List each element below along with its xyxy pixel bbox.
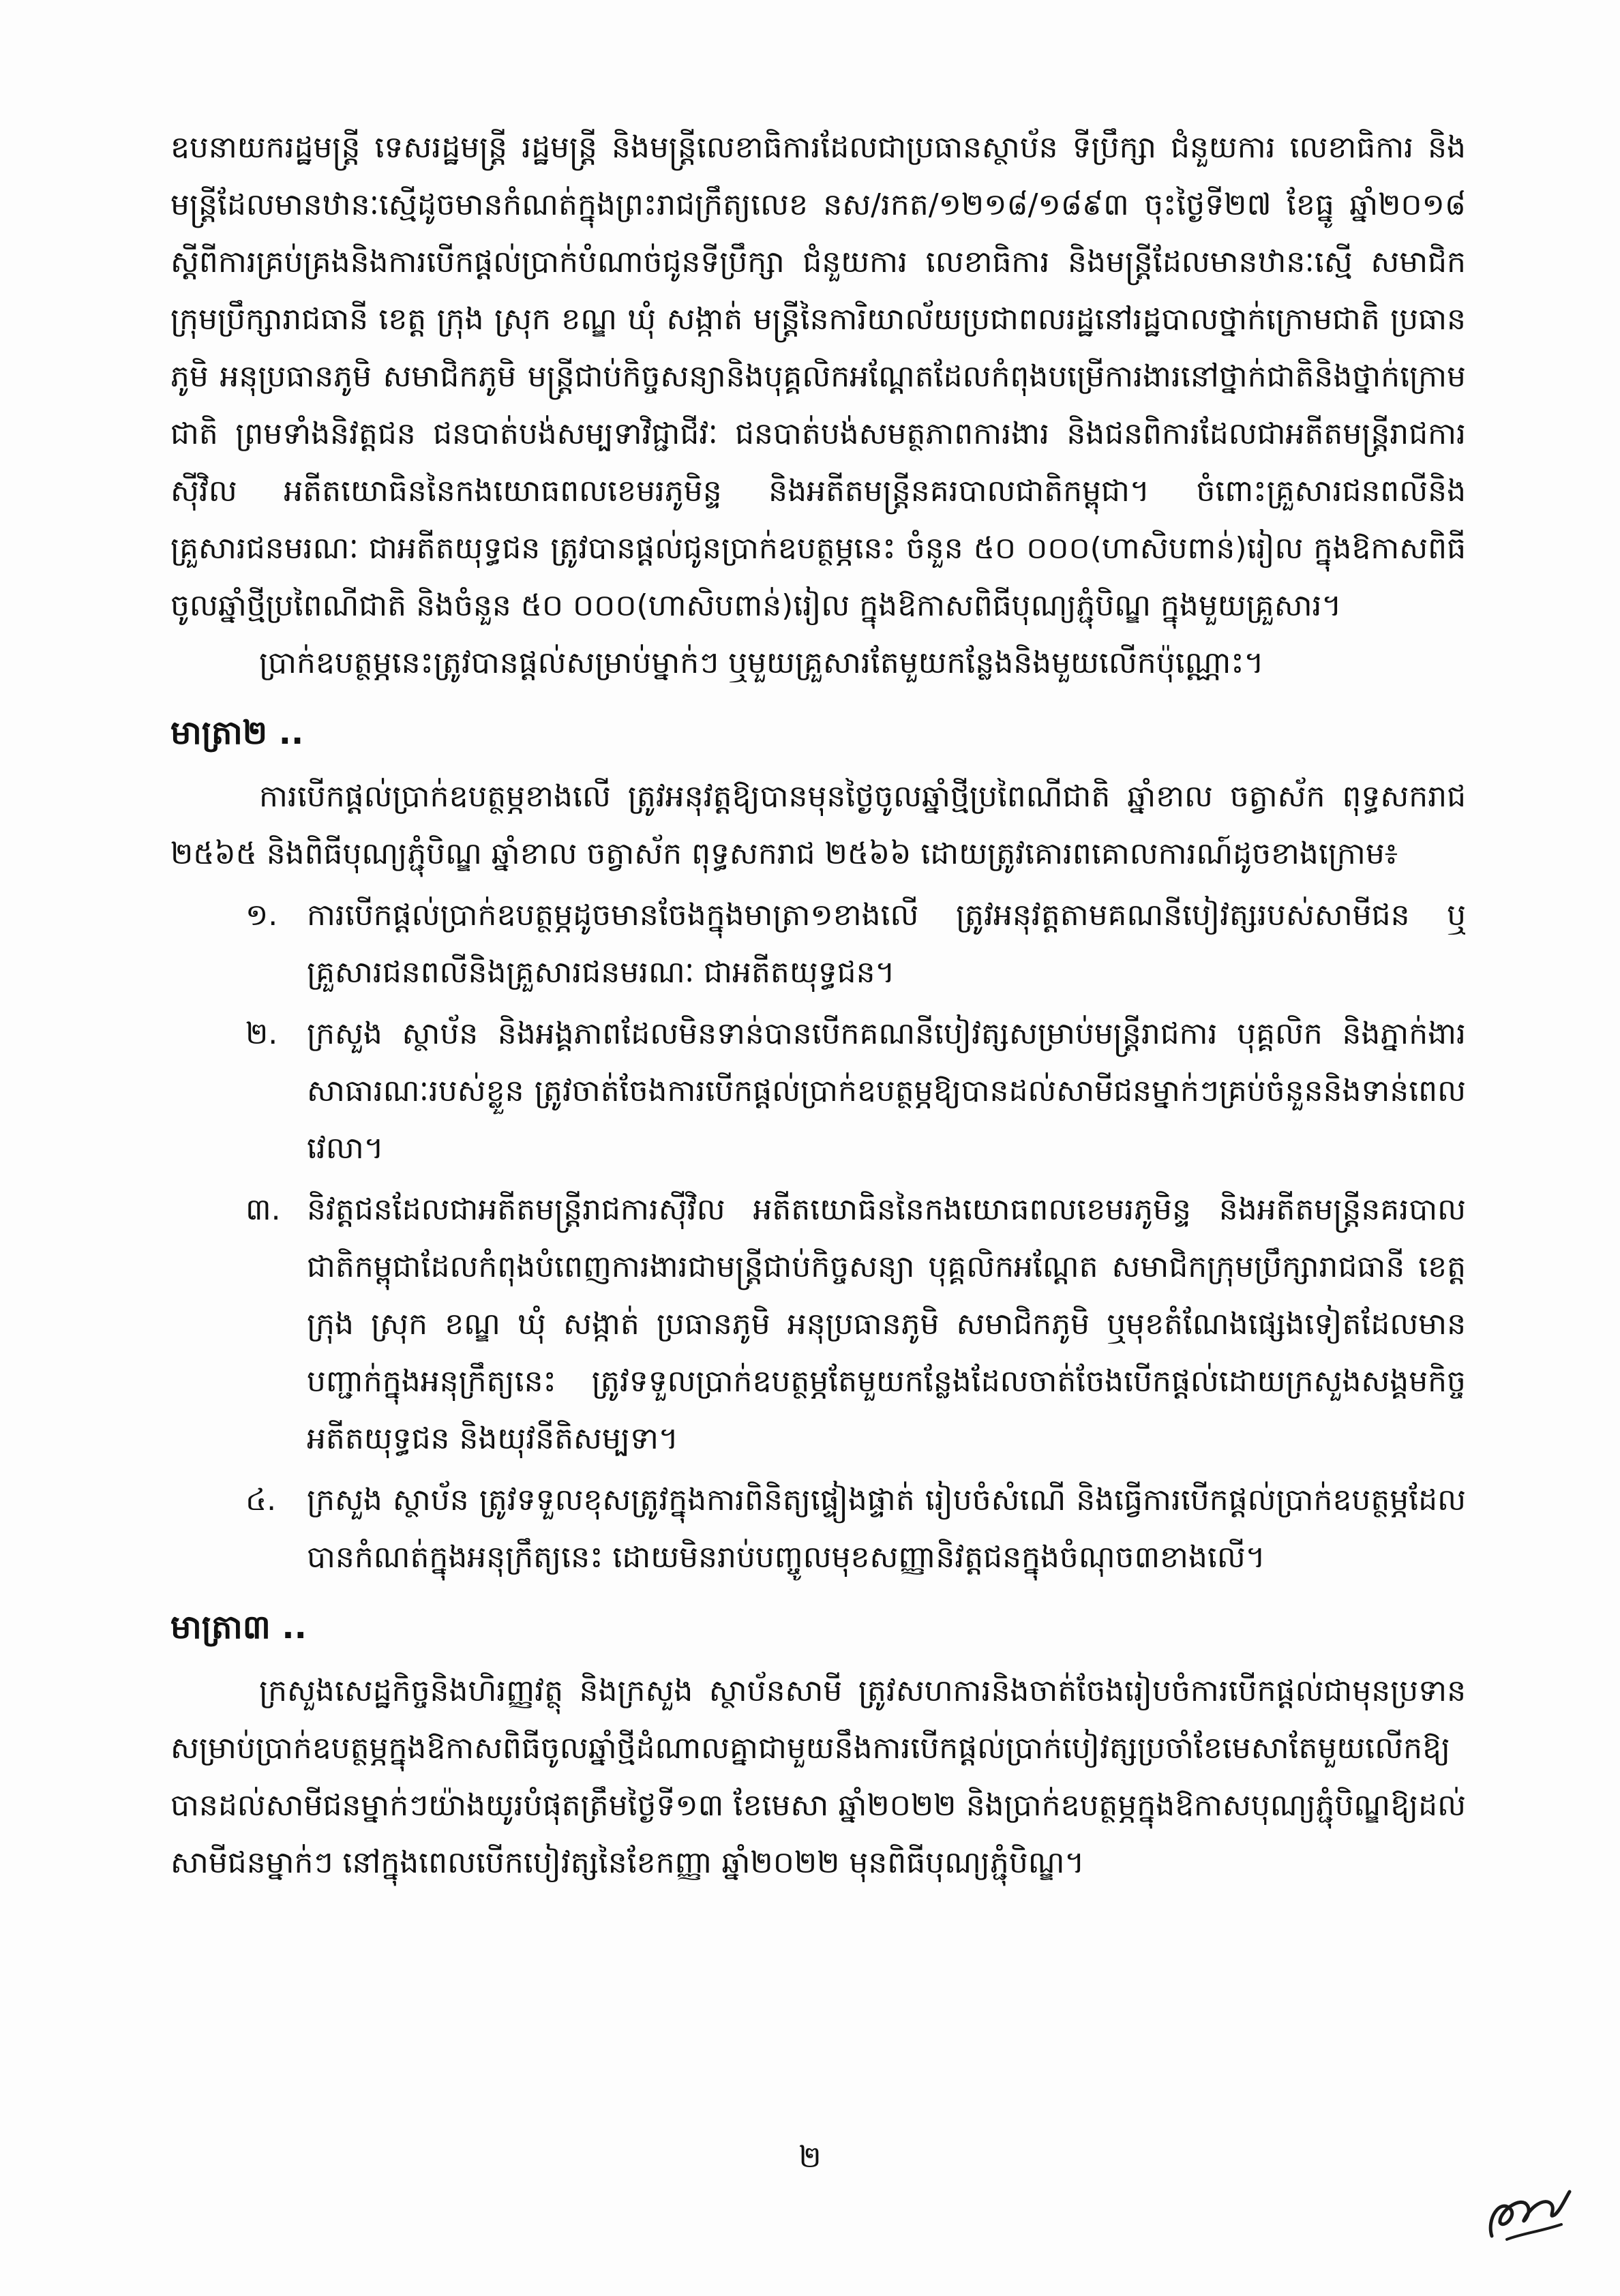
list-item-number: ៤. (245, 1483, 277, 1517)
intro-paragraph: ឧបនាយករដ្ឋមន្ត្រី ទេសរដ្ឋមន្ត្រី រដ្ឋមន្ត្រី និងមន្ត្រីលេខាធិការដែលជាប្រធានស្ថាប័ន ទីប្រឹក្សា ជំនួយការ លេខាធិការ និងមន្ត្រីដែលមានឋានៈស្មើដូចមានកំណត់ក្នុងព្រះរាជក្រឹត្យលេខ នស/រកត/១២១៨/១៨៩៣ ចុះថ្ងៃទី២៧ ខែធ្នូ ឆ្នាំ២០១៨ ស្តីពីការគ្រប់គ្រងនិងការបើកផ្តល់ប្រាក់បំណាច់ជូនទីប្រឹក្សា ជំនួយការ លេខាធិការ និងមន្ត្រីដែលមានឋានៈស្មើ សមាជិកក្រុមប្រឹក្សារាជធានី ខេត្ត ក្រុង ស្រុក ខណ្ឌ ឃុំ សង្កាត់ មន្ត្រីនៃការិយាល័យប្រជាពលរដ្ឋនៅរដ្ឋបាលថ្នាក់ក្រោមជាតិ ប្រធានភូមិ អនុប្រធានភូមិ សមាជិកភូមិ មន្ត្រីជាប់កិច្ចសន្យានិងបុគ្គលិកអណ្តែតដែលកំពុងបម្រើការងារនៅថ្នាក់ជាតិនិងថ្នាក់ក្រោមជាតិ ព្រមទាំងនិវត្តជន ជនបាត់បង់សម្បទាវិជ្ជាជីវៈ ជនបាត់បង់សមត្ថភាពការងារ និងជនពិការដែលជាអតីតមន្ត្រីរាជការស៊ីវិល អតីតយោធិននៃកងយោធពលខេមរភូមិន្ទ និងអតីតមន្ត្រីនគរបាលជាតិកម្ពុជា។ ចំពោះគ្រួសារជនពលីនិងគ្រួសារជនមរណៈ ជាអតីតយុទ្ធជន ត្រូវបានផ្តល់ជូនប្រាក់ឧបត្ថម្ភនេះ ចំនួន ៥០ ០០០(ហាសិបពាន់)រៀល ក្នុងឱកាសពិធីចូលឆ្នាំថ្មីប្រពៃណីជាតិ និងចំនួន ៥០ ០០០(ហាសិបពាន់)រៀល ក្នុងឱកាសពិធីបុណ្យភ្ជុំបិណ្ឌ ក្នុងមួយគ្រួសារ។ (170, 130, 1466, 623)
page-number: ២ (798, 2140, 822, 2175)
article-2-paragraph: ការបើកផ្តល់ប្រាក់ឧបត្ថម្ភខាងលើ ត្រូវអនុវត្តឱ្យបានមុនថ្ងៃចូលឆ្នាំថ្មីប្រពៃណីជាតិ ឆ្នាំខាល ចត្វាស័ក ពុទ្ធសករាជ ២៥៦៥ និងពិធីបុណ្យភ្ជុំបិណ្ឌ ឆ្នាំខាល ចត្វាស័ក ពុទ្ធសករាជ ២៥៦៦ ដោយត្រូវគោរពគោលការណ៍ដូចខាងក្រោម៖ (170, 779, 1466, 871)
list-item (170, 1472, 1466, 1586)
article-2-list (170, 887, 1466, 1586)
list-item-text: និវត្តជនដែលជាអតីតមន្ត្រីរាជការស៊ីវិល អតីតយោធិននៃកងយោធពលខេមរភូមិន្ទ និងអតីតមន្ត្រីនគរបាលជាតិកម្ពុជាដែលកំពុងបំពេញការងារជាមន្ត្រីជាប់កិច្ចសន្យា បុគ្គលិកអណ្តែត សមាជិកក្រុមប្រឹក្សារាជធានី ខេត្ត ក្រុង ស្រុក ខណ្ឌ ឃុំ សង្កាត់ ប្រធានភូមិ អនុប្រធានភូមិ សមាជិកភូមិ ឬមុខតំណែងផ្សេងទៀតដែលមានបញ្ជាក់ក្នុងអនុក្រឹត្យនេះ ត្រូវទទួលប្រាក់ឧបត្ថម្ភតែមួយកន្លែងដែលចាត់ចែងបើកផ្តល់ដោយក្រសួងសង្គមកិច្ច អតីតយុទ្ធជន និងយុវនីតិសម្បទា។ (307, 1192, 1466, 1456)
article-3-heading: មាត្រា៣ .. (170, 1608, 307, 1646)
list-item-number: ២. (245, 1016, 278, 1051)
list-item-text: ក្រសួង ស្ថាប័ន ត្រូវទទួលខុសត្រូវក្នុងការពិនិត្យផ្ទៀងផ្ទាត់ រៀបចំសំណើ និងធ្វើការបើកផ្តល់ប្រាក់ឧបត្ថម្ភដែលបានកំណត់ក្នុងអនុក្រឹត្យនេះ ដោយមិនរាប់បញ្ចូលមុខសញ្ញានិវត្តជនក្នុងចំណុច៣ខាងលើ។ (307, 1483, 1466, 1575)
article-3-paragraph: ក្រសួងសេដ្ឋកិច្ចនិងហិរញ្ញវត្ថុ និងក្រសួង ស្ថាប័នសាមី ត្រូវសហការនិងចាត់ចែងរៀបចំការបើកផ្តល់ជាមុនប្រទានសម្រាប់ប្រាក់ឧបត្ថម្ភក្នុងឱកាសពិធីចូលឆ្នាំថ្មីដំណាលគ្នាជាមួយនឹងការបើកផ្តល់ប្រាក់បៀវត្សប្រចាំខែមេសាតែមួយលើកឱ្យបានដល់សាមីជនម្នាក់ៗយ៉ាងយូរបំផុតត្រឹមថ្ងៃទី១៣ ខែមេសា ឆ្នាំ២០២២ និងប្រាក់ឧបត្ថម្ភក្នុងឱកាសបុណ្យភ្ជុំបិណ្ឌឱ្យដល់សាមីជនម្នាក់ៗ នៅក្នុងពេលបើកបៀវត្សនៃខែកញ្ញា ឆ្នាំ២០២២ មុនពិធីបុណ្យភ្ជុំបិណ្ឌ។ (170, 1674, 1466, 1880)
intro-note: ប្រាក់ឧបត្ថម្ភនេះត្រូវបានផ្តល់សម្រាប់ម្នាក់ៗ ឬមួយគ្រួសារតែមួយកន្លែងនិងមួយលើកប៉ុណ្ណោះ។ (259, 646, 1264, 680)
list-item (170, 1181, 1466, 1468)
article-2-heading: មាត្រា២ .. (170, 714, 304, 752)
list-item (170, 887, 1466, 1001)
document-body (170, 119, 1466, 1892)
list-item-text: ការបើកផ្តល់ប្រាក់ឧបត្ថម្ភដូចមានចែងក្នុងមាត្រា១ខាងលើ ត្រូវអនុវត្តតាមគណនីបៀវត្សរបស់សាមីជន ឬគ្រួសារជនពលីនិងគ្រួសារជនមរណៈ ជាអតីតយុទ្ធជន។ (307, 898, 1466, 990)
list-item-number: ៣. (245, 1192, 281, 1227)
signature-initials (1480, 2171, 1575, 2253)
list-item-text: ក្រសួង ស្ថាប័ន និងអង្គភាពដែលមិនទាន់បានបើកគណនីបៀវត្សសម្រាប់មន្ត្រីរាជការ បុគ្គលិក និងភ្នាក់ងារសាធារណៈរបស់ខ្លួន ត្រូវចាត់ចែងការបើកផ្តល់ប្រាក់ឧបត្ថម្ភឱ្យបានដល់សាមីជនម្នាក់ៗគ្រប់ចំនួននិងទាន់ពេលវេលា។ (307, 1016, 1466, 1166)
list-item (170, 1006, 1466, 1177)
list-item-number: ១. (245, 898, 278, 933)
